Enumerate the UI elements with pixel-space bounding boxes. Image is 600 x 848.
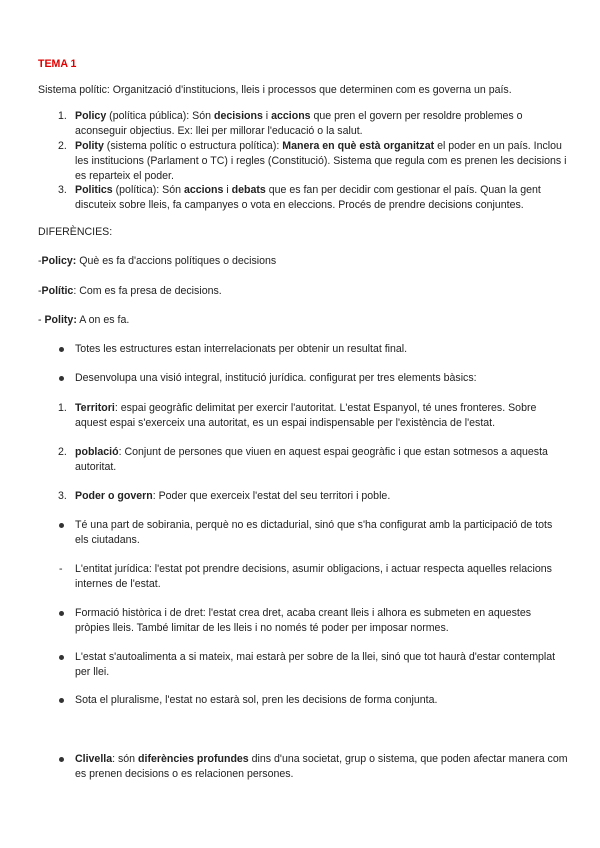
definition-term: Policy bbox=[75, 110, 107, 122]
definition-term: Politics bbox=[75, 184, 113, 196]
definition-item-politics bbox=[58, 183, 568, 213]
bullet-icon bbox=[59, 347, 64, 352]
dash-item bbox=[58, 562, 568, 592]
cleavage-term: Clivella bbox=[75, 753, 113, 765]
bullet-icon bbox=[59, 655, 64, 660]
definition-rest: que es fan per decidir com gestionar el país. Quan la gent discuteix sobre lleis, fa campanyes o vota en eleccions. Procés de prendre decisions conjuntes. bbox=[75, 184, 541, 211]
list-number: 2. bbox=[58, 446, 67, 458]
cleavage-pre: : són bbox=[112, 753, 139, 765]
page-title: TEMA 1 bbox=[38, 58, 77, 70]
bullet-icon bbox=[59, 376, 64, 381]
bullet-icon bbox=[59, 611, 64, 616]
bullet-item bbox=[58, 371, 568, 386]
definition-text bbox=[75, 109, 568, 139]
bullet-text: Té una part de sobirania, perquè no es dictadurial, sinó que s'ha configurat amb la participació de tots els ciutadans. bbox=[75, 519, 553, 546]
difference-politic bbox=[38, 284, 566, 299]
definition-item-policy bbox=[58, 109, 568, 139]
bullet-text: Totes les estructures estan interrelacionats per obtenir un resultat final. bbox=[75, 343, 408, 355]
definition-text bbox=[75, 183, 568, 213]
definition-rest: que pren el govern per resoldre problemes o aconseguir objectius. Ex: llei per millorar l'educació o la salut. bbox=[75, 110, 523, 137]
list-number: 1. bbox=[58, 402, 67, 414]
difference-prefix: - bbox=[38, 314, 45, 326]
element-item-territori bbox=[58, 401, 568, 431]
definition-bold: Manera en què està organitzat bbox=[282, 140, 435, 152]
definition-rest: el poder en un país. Inclou les institucions (Parlament o TC) i regles (Constitució). Sistema que regula com es prenen les decisions i es reparteix el poder. bbox=[75, 140, 567, 182]
difference-term: Policy: bbox=[41, 255, 77, 267]
bullet-text: Sota el pluralisme, l'estat no estarà sol, pren les decisions de forma conjunta. bbox=[75, 694, 438, 706]
cleavage-rest: dins d'una societat, grup o sistema, que poden afectar manera com es prenen decisions o es relacionen persones. bbox=[75, 753, 568, 780]
bullet-item bbox=[58, 650, 568, 680]
definition-bold: decisions bbox=[213, 110, 263, 122]
bullet-item-clivella bbox=[58, 752, 568, 782]
bullet-item bbox=[58, 342, 568, 357]
difference-prefix: - bbox=[38, 285, 42, 297]
definition-bold: accions bbox=[183, 184, 224, 196]
element-text bbox=[75, 401, 568, 431]
definition-text bbox=[75, 139, 568, 184]
difference-term: Polity: bbox=[44, 314, 77, 326]
element-term: Poder o govern bbox=[75, 490, 153, 502]
element-text bbox=[75, 445, 568, 475]
difference-text: A on es fa. bbox=[76, 314, 130, 326]
element-desc: : Conjunt de persones que viuen en aquest espai geogràfic i que estan sotmesos a aquesta autoritat. bbox=[75, 446, 548, 473]
definition-mid: i bbox=[223, 184, 232, 196]
element-desc: : Poder que exerceix l'estat del seu territori i poble. bbox=[152, 490, 391, 502]
bullet-item bbox=[58, 518, 568, 548]
bullet-icon bbox=[59, 523, 64, 528]
list-number: 3. bbox=[58, 490, 67, 502]
definition-bold: debats bbox=[231, 184, 266, 196]
definition-paren: (política pública): Són bbox=[106, 110, 214, 122]
element-term: Territori bbox=[75, 402, 115, 414]
cleavage-bold: diferències profundes bbox=[138, 753, 249, 765]
bullet-icon bbox=[59, 698, 64, 703]
list-number: 3. bbox=[58, 184, 67, 196]
bullet-icon bbox=[59, 757, 64, 762]
element-text bbox=[75, 489, 568, 504]
definition-paren: (política): Són bbox=[112, 184, 184, 196]
definition-mid: i bbox=[262, 110, 272, 122]
differences-heading: DIFERÈNCIES: bbox=[38, 226, 113, 238]
definition-term: Polity bbox=[75, 140, 104, 152]
definition-paren: (sistema polític o estructura política): bbox=[103, 140, 283, 152]
difference-text: Què es fa d'accions polítiques o decisions bbox=[76, 255, 277, 267]
difference-text: : Com es fa presa de decisions. bbox=[73, 285, 222, 297]
list-number: 2. bbox=[58, 140, 67, 152]
element-item-poblacio bbox=[58, 445, 568, 475]
bullet-item bbox=[58, 606, 568, 636]
definition-item-polity bbox=[58, 139, 568, 184]
element-term: població bbox=[75, 446, 119, 458]
definition-bold: accions bbox=[271, 110, 311, 122]
bullet-text: L'entitat jurídica: l'estat pot prendre decisions, asumir obligacions, i actuar respecta aquelles relacions internes de l'estat. bbox=[75, 563, 552, 590]
bullet-text: Formació històrica i de dret: l'estat crea dret, acaba creant lleis i alhora es submeten en aquestes pròpies lleis. També limitar de les lleis i no només té poder per imposar normes. bbox=[75, 607, 532, 634]
intro-paragraph: Sistema polític: Organització d'institucions, lleis i processos que determinen com es governa un país. bbox=[38, 84, 512, 96]
dash-icon: - bbox=[59, 563, 63, 575]
bullet-text: Desenvolupa una visió integral, institució jurídica. configurat per tres elements bàsics: bbox=[75, 372, 477, 384]
list-number: 1. bbox=[58, 110, 67, 122]
bullet-text: L'estat s'autoalimenta a si mateix, mai estarà per sobre de la llei, sinó que tot haurà d'estar contemplat per llei. bbox=[75, 651, 556, 678]
difference-term: Polític bbox=[41, 285, 74, 297]
difference-prefix: - bbox=[38, 255, 42, 267]
element-desc: : espai geogràfic delimitat per exercir l'autoritat. L'estat Espanyol, té unes fronteres. Sobre aquest espai s'exerceix una autoritat, es un espai indispensable per l'existència de l'estat. bbox=[75, 402, 537, 429]
bullet-item bbox=[58, 693, 568, 708]
difference-policy bbox=[38, 254, 566, 269]
difference-polity bbox=[38, 313, 566, 328]
bullet-text bbox=[75, 752, 568, 782]
element-item-poder bbox=[58, 489, 568, 504]
